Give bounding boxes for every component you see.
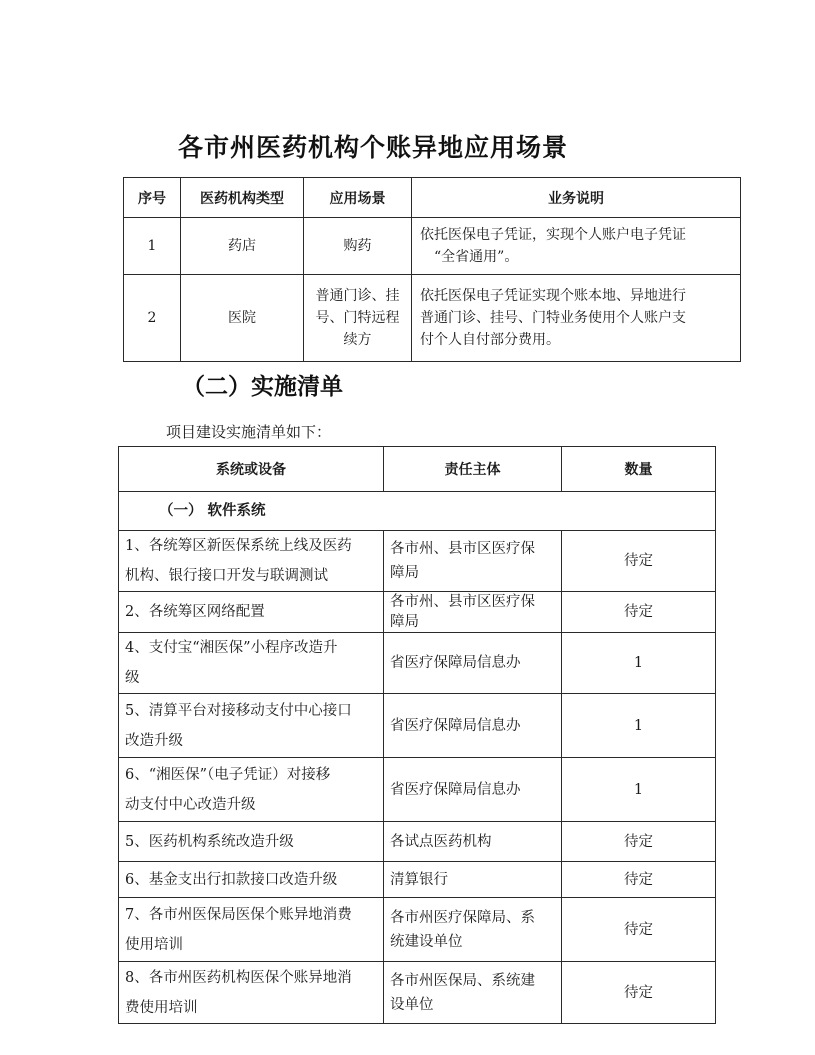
row-item: 6、基金支出行扣款接口改造升级 xyxy=(119,862,384,898)
section-label: （一） 软件系统 xyxy=(119,492,716,531)
row-responsible: 各市州、县市区医疗保 障局 xyxy=(384,531,562,592)
row-no: 2 xyxy=(124,275,181,362)
row-item: 5、医药机构系统改造升级 xyxy=(119,822,384,862)
table-row xyxy=(119,694,716,758)
row-item: 4、支付宝“湘医保”小程序改造升 级 xyxy=(119,633,384,694)
row-no: 1 xyxy=(124,218,181,275)
row-responsible: 各试点医药机构 xyxy=(384,822,562,862)
row-responsible: 省医疗保障局信息办 xyxy=(384,633,562,694)
table-row xyxy=(124,218,741,275)
row-quantity: 1 xyxy=(562,694,716,758)
table-row xyxy=(119,822,716,862)
table-header-row xyxy=(124,178,741,218)
page-title: 各市州医药机构个账异地应用场景 xyxy=(178,133,569,162)
table-row xyxy=(119,758,716,822)
row-responsible: 各市州医保局、系统建 设单位 xyxy=(384,962,562,1024)
header-quantity: 数量 xyxy=(562,447,716,492)
header-responsible: 责任主体 xyxy=(384,447,562,492)
table-row xyxy=(119,592,716,633)
row-quantity: 待定 xyxy=(562,822,716,862)
row-type: 药店 xyxy=(181,218,304,275)
table-row xyxy=(124,275,741,362)
row-type: 医院 xyxy=(181,275,304,362)
row-quantity: 待定 xyxy=(562,862,716,898)
row-item: 5、清算平台对接移动支付中心接口 改造升级 xyxy=(119,694,384,758)
table-row xyxy=(119,531,716,592)
header-desc: 业务说明 xyxy=(412,178,741,218)
table-row xyxy=(119,962,716,1024)
header-system: 系统或设备 xyxy=(119,447,384,492)
row-scene: 购药 xyxy=(304,218,412,275)
table-row xyxy=(119,862,716,898)
row-item: 8、各市州医药机构医保个账异地消 费使用培训 xyxy=(119,962,384,1024)
row-responsible: 省医疗保障局信息办 xyxy=(384,694,562,758)
table-row xyxy=(119,633,716,694)
row-quantity: 待定 xyxy=(562,592,716,633)
header-type: 医药机构类型 xyxy=(181,178,304,218)
row-responsible: 各市州、县市区医疗保 障局 xyxy=(384,592,562,633)
row-scene: 普通门诊、挂 号、门特远程 续方 xyxy=(304,275,412,362)
row-item: 2、各统筹区网络配置 xyxy=(119,592,384,633)
table-header-row xyxy=(119,447,716,492)
intro-text: 项目建设实施清单如下： xyxy=(166,423,332,441)
row-quantity: 待定 xyxy=(562,962,716,1024)
row-quantity: 1 xyxy=(562,758,716,822)
row-desc: 依托医保电子凭证实现个账本地、异地进行 普通门诊、挂号、门特业务使用个人账户支 付个人自付部分费用。 xyxy=(412,275,741,362)
row-item: 7、各市州医保局医保个账异地消费 使用培训 xyxy=(119,898,384,962)
header-scene: 应用场景 xyxy=(304,178,412,218)
section-row xyxy=(119,492,716,531)
section-subtitle: （二）实施清单 xyxy=(182,374,343,400)
row-quantity: 待定 xyxy=(562,898,716,962)
row-quantity: 待定 xyxy=(562,531,716,592)
implementation-table xyxy=(118,446,716,1024)
row-quantity: 1 xyxy=(562,633,716,694)
row-item: 6、“湘医保”（电子凭证）对接移 动支付中心改造升级 xyxy=(119,758,384,822)
row-responsible: 各市州医疗保障局、系 统建设单位 xyxy=(384,898,562,962)
row-responsible: 省医疗保障局信息办 xyxy=(384,758,562,822)
table-row xyxy=(119,898,716,962)
row-responsible: 清算银行 xyxy=(384,862,562,898)
header-no: 序号 xyxy=(124,178,181,218)
row-desc: 依托医保电子凭证，实现个人账户电子凭证 “全省通用”。 xyxy=(412,218,741,275)
row-item: 1、各统筹区新医保系统上线及医药 机构、银行接口开发与联调测试 xyxy=(119,531,384,592)
scenario-table xyxy=(123,177,741,362)
